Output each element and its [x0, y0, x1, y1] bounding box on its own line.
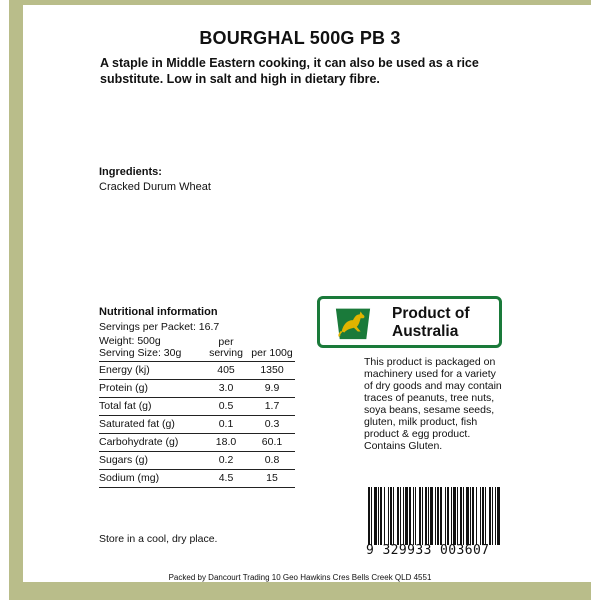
barcode-bar: [476, 487, 477, 545]
barcode: [366, 487, 500, 558]
ingredients-text: Cracked Durum Wheat: [99, 181, 211, 193]
nutrition-panel: [99, 306, 295, 488]
barcode-bar: [440, 487, 442, 545]
barcode-bar: [425, 487, 427, 545]
barcode-bar: [437, 487, 439, 545]
barcode-bar: [390, 487, 392, 545]
nutrient-label: Sodium (mg): [99, 470, 203, 488]
col-per-100g: per 100g: [251, 347, 293, 359]
barcode-bar: [497, 487, 500, 545]
per-100g-value: 1350: [249, 362, 295, 380]
barcode-bar: [374, 487, 377, 545]
nutrition-row: [99, 470, 295, 488]
barcode-bar: [495, 487, 496, 545]
per-100g-value: 15: [249, 470, 295, 488]
badge-line2: Australia: [392, 323, 459, 340]
barcode-bar: [415, 487, 416, 545]
per-serving-value: 4.5: [203, 470, 249, 488]
barcode-bar: [428, 487, 429, 545]
barcode-bar: [472, 487, 474, 545]
per-serving-value: 0.1: [203, 416, 249, 434]
barcode-bar: [413, 487, 414, 545]
barcode-bar: [466, 487, 469, 545]
nutrient-label: Saturated fat (g): [99, 416, 203, 434]
barcode-bar: [445, 487, 446, 545]
nutrient-label: Sugars (g): [99, 452, 203, 470]
nutrition-header-row: [99, 335, 295, 359]
per-serving-value: 3.0: [203, 380, 249, 398]
per-100g-value: 60.1: [249, 434, 295, 452]
product-of-australia-badge: [317, 296, 502, 348]
barcode-bar: [409, 487, 411, 545]
weight-text: Weight: 500g: [99, 335, 161, 347]
barcode-bar: [435, 487, 436, 545]
barcode-bar: [403, 487, 404, 545]
nutrition-heading: Nutritional information: [99, 306, 218, 318]
barcode-bar: [397, 487, 399, 545]
nutrient-label: Total fat (g): [99, 398, 203, 416]
badge-line1: Product of: [392, 305, 470, 322]
per-100g-value: 0.8: [249, 452, 295, 470]
servings-per-packet: Servings per Packet: 16.7: [99, 321, 220, 333]
barcode-bar: [422, 487, 423, 545]
nutrient-label: Carbohydrate (g): [99, 434, 203, 452]
barcode-bar: [485, 487, 486, 545]
barcode-bar: [419, 487, 421, 545]
barcode-bar: [368, 487, 370, 545]
label-frame: [9, 0, 591, 600]
barcode-bar: [460, 487, 462, 545]
nutrition-row: [99, 380, 295, 398]
barcode-bar: [463, 487, 464, 545]
barcode-bar: [482, 487, 484, 545]
nutrition-row: [99, 452, 295, 470]
nutrient-label: Protein (g): [99, 380, 203, 398]
barcode-bar: [489, 487, 491, 545]
barcode-number: 9 329933 003607: [366, 543, 490, 558]
packed-by-text: Packed by Dancourt Trading 10 Geo Hawkins Cres Bells Creek QLD 4551: [168, 573, 432, 582]
australian-made-kangaroo-icon: [334, 303, 372, 341]
per-100g-value: 9.9: [249, 380, 295, 398]
barcode-bar: [492, 487, 493, 545]
per-100g-value: 0.3: [249, 416, 295, 434]
allergen-statement: This product is packaged on machinery used for a variety of dry goods and may contain traces of peanuts, tree nuts, soya beans, sesame seeds, gluten, milk product, fish product & egg product. Contains Gluten.: [364, 356, 502, 452]
barcode-bar: [453, 487, 456, 545]
nutrition-row: [99, 416, 295, 434]
barcode-bar: [457, 487, 458, 545]
barcode-bar: [393, 487, 394, 545]
product-title: BOURGHAL 500G PB 3: [199, 28, 401, 48]
barcode-bar: [451, 487, 452, 545]
nutrition-table: [99, 361, 295, 488]
label-panel: [23, 5, 593, 582]
serving-size-text: Serving Size: 30g: [99, 347, 182, 359]
per-serving-value: 0.2: [203, 452, 249, 470]
nutrition-row: [99, 398, 295, 416]
barcode-bar: [388, 487, 389, 545]
barcode-bar: [384, 487, 385, 545]
per-serving-value: 0.5: [203, 398, 249, 416]
per-serving-value: 18.0: [203, 434, 249, 452]
per-serving-value: 405: [203, 362, 249, 380]
nutrition-row: [99, 362, 295, 380]
product-description: A staple in Middle Eastern cooking, it can also be used as a rice substitute. Low in salt and high in dietary fibre.: [100, 56, 479, 86]
nutrition-row: [99, 434, 295, 452]
per-100g-value: 1.7: [249, 398, 295, 416]
barcode-bar: [447, 487, 449, 545]
barcode-bar: [371, 487, 372, 545]
barcode-bars: [366, 487, 500, 547]
storage-instructions: Store in a cool, dry place.: [99, 533, 218, 545]
barcode-bar: [470, 487, 471, 545]
barcode-bar: [480, 487, 481, 545]
ingredients-heading: Ingredients:: [99, 166, 162, 178]
nutrient-label: Energy (kj): [99, 362, 203, 380]
barcode-bar: [400, 487, 401, 545]
barcode-bar: [405, 487, 408, 545]
barcode-bar: [380, 487, 382, 545]
col-per-serving: per serving: [209, 336, 243, 359]
barcode-bar: [430, 487, 433, 545]
barcode-bar: [378, 487, 379, 545]
